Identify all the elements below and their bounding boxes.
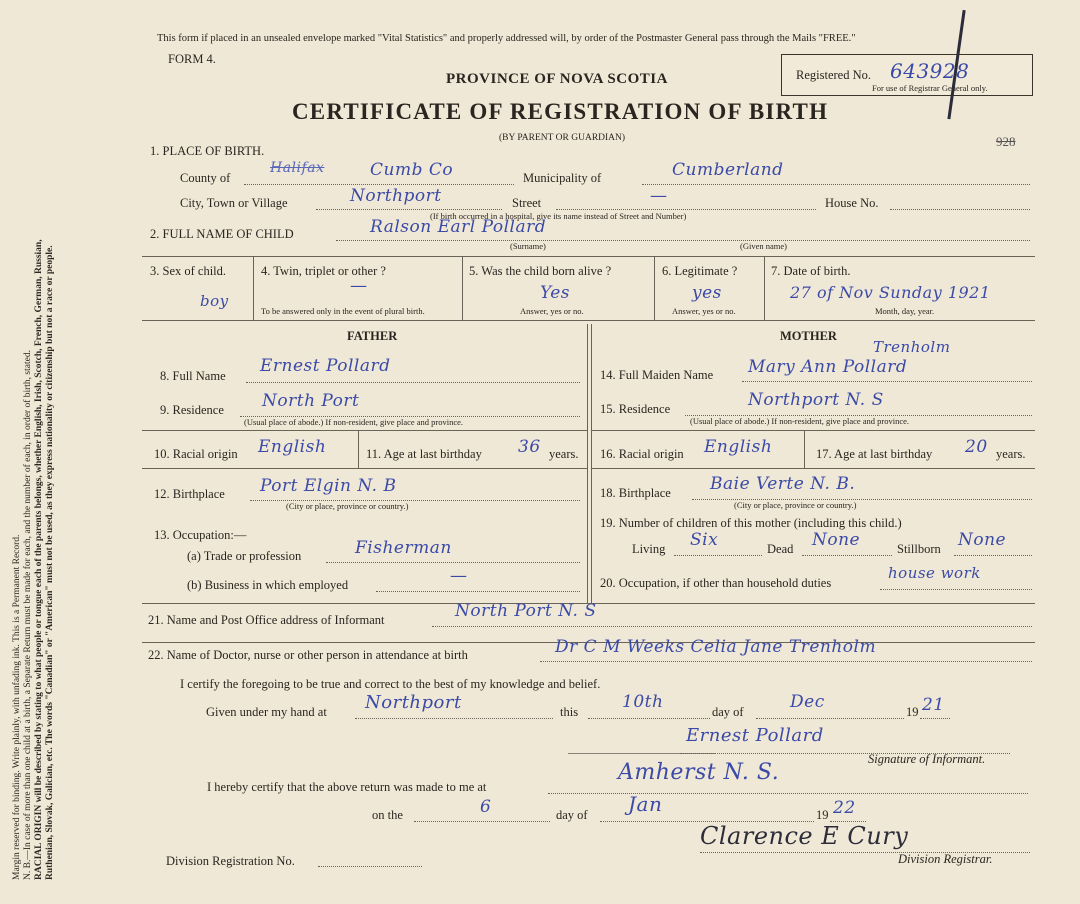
registration-box (781, 54, 1033, 96)
mother-years: years. (996, 447, 1026, 461)
mother-maiden-correction: Trenholm (873, 338, 951, 356)
registered-label: Registered No. (796, 68, 871, 82)
father-years: years. (549, 447, 579, 461)
mother-residence-note: (Usual place of abode.) If non-resident, give place and province. (690, 416, 910, 426)
legitimate-label: 6. Legitimate ? (662, 264, 738, 278)
stillborn-label: Stillborn (897, 542, 941, 556)
doctor-label: 22. Name of Doctor, nurse or other person in attendance at birth (148, 648, 468, 662)
registrar-month-value: Jan (628, 792, 663, 816)
informant-value: North Port N. S (455, 601, 597, 621)
registrar-place-value: Amherst N. S. (618, 760, 780, 785)
father-birthplace-value: Port Elgin N. B (260, 476, 397, 496)
stillborn-value: None (958, 530, 1007, 550)
municipality-value: Cumberland (672, 160, 784, 180)
page-title: CERTIFICATE OF REGISTRATION OF BIRTH (292, 99, 829, 124)
county-struck: Halifax (270, 160, 325, 176)
margin-line-4: Ruthenian, Slovak, Galician, etc. The words "Canadian" or "American" must not be used, as they express nationality or citizenship but not a race or people. (45, 245, 55, 880)
father-age-label: 11. Age at last birthday (366, 447, 482, 461)
surname-caption: (Surname) (510, 241, 546, 251)
dead-value: None (812, 530, 861, 550)
father-name-label: 8. Full Name (160, 369, 226, 383)
mail-notice: This form if placed in an unsealed envelope marked "Vital Statistics" and properly addressed will, by order of the Postmaster General pass through the Mails "FREE." (157, 33, 856, 44)
living-label: Living (632, 542, 666, 556)
mother-racial-label: 16. Racial origin (600, 447, 684, 461)
corner-number: 928 (996, 134, 1016, 149)
mother-occupation-label: 20. Occupation, if other than household duties (600, 576, 832, 590)
father-age-value: 36 (518, 437, 541, 457)
father-racial-label: 10. Racial origin (154, 447, 238, 461)
municipality-label: Municipality of (523, 171, 602, 185)
margin-line-3: RACIAL ORIGIN will be described by stating to what people or tongue each of the parents belongs, whether English, Irish, Scotch, French, German, Russian, (34, 239, 44, 880)
certification-statement: I certify the foregoing to be true and correct to the best of my knowledge and belief. (180, 677, 601, 691)
mother-residence-value: Northport N. S (748, 390, 884, 410)
house-label: House No. (825, 196, 879, 210)
twin-label: 4. Twin, triplet or other ? (261, 264, 386, 278)
registrar-year-prefix: 19 (816, 808, 829, 822)
child-name-label: 2. FULL NAME OF CHILD (150, 227, 294, 241)
county-value: Cumb Co (370, 160, 454, 180)
father-residence-label: 9. Residence (160, 403, 224, 417)
sex-value: boy (200, 292, 229, 310)
mother-birthplace-label: 18. Birthplace (600, 486, 671, 500)
given-place-value: Northport (365, 692, 462, 713)
father-residence-note: (Usual place of abode.) If non-resident, give place and province. (244, 417, 464, 427)
registrar-statement: I hereby certify that the above return was made to me at (207, 780, 487, 794)
province-heading: PROVINCE OF NOVA SCOTIA (446, 71, 668, 87)
certification-year-value: 21 (922, 695, 945, 715)
registrar-signature-caption: Division Registrar. (898, 852, 993, 866)
street-label: Street (512, 196, 542, 210)
street-value: — (650, 186, 668, 206)
certification-year-prefix: 19 (906, 705, 919, 719)
certification-day-of-label: day of (712, 705, 744, 719)
county-label: County of (180, 171, 231, 185)
mother-birthplace-value: Baie Verte N. B. (710, 474, 856, 494)
father-business-value: — (450, 566, 468, 586)
father-birthplace-note: (City or place, province or country.) (286, 501, 409, 511)
margin-line-1: Margin reserved for binding. Write plainly, with unfading ink. This is a Permanent Record. (12, 534, 22, 880)
registrar-day-of-label: day of (556, 808, 588, 822)
father-name-value: Ernest Pollard (260, 356, 391, 376)
father-occupation-label: 13. Occupation:— (154, 528, 247, 542)
registrar-day-value: 6 (480, 797, 492, 817)
registrar-use-note: For use of Registrar General only. (872, 83, 988, 93)
mother-age-value: 20 (965, 437, 988, 457)
mother-racial-value: English (704, 437, 773, 457)
doctor-value: Dr C M Weeks Celia Jane Trenholm (555, 637, 877, 657)
alive-label: 5. Was the child born alive ? (469, 264, 612, 278)
mother-birthplace-note: (City or place, province or country.) (734, 500, 857, 510)
date-of-birth-value: 27 of Nov Sunday 1921 (790, 283, 991, 302)
registrar-year-value: 22 (833, 798, 856, 818)
informant-signature-caption: Signature of Informant. (868, 752, 986, 766)
alive-note: Answer, yes or no. (520, 306, 584, 316)
father-heading: FATHER (347, 329, 398, 343)
alive-value: Yes (540, 283, 571, 303)
registrar-signature: Clarence E Cury (700, 822, 909, 850)
registered-number: 643928 (890, 59, 970, 83)
mother-occupation-value: house work (888, 564, 981, 582)
division-registration-label: Division Registration No. (166, 854, 295, 868)
this-label: this (560, 705, 579, 719)
informant-signature: Ernest Pollard (686, 725, 824, 746)
given-name-caption: (Given name) (740, 241, 787, 251)
twin-note: To be answered only in the event of plural birth. (261, 306, 425, 316)
city-value: Northport (350, 186, 442, 206)
certification-day-value: 10th (622, 692, 664, 712)
on-the-label: on the (372, 808, 403, 822)
father-trade-label: (a) Trade or profession (187, 549, 302, 563)
city-label: City, Town or Village (180, 196, 288, 210)
hospital-note: (If birth occurred in a hospital, give its name instead of Street and Number) (430, 211, 687, 221)
father-trade-value: Fisherman (355, 538, 452, 558)
children-count-label: 19. Number of children of this mother (including this child.) (600, 516, 902, 530)
child-name-value: Ralson Earl Pollard (370, 217, 547, 237)
mother-age-label: 17. Age at last birthday (816, 447, 933, 461)
mother-maiden-value: Mary Ann Pollard (748, 357, 908, 377)
mother-residence-label: 15. Residence (600, 402, 671, 416)
legitimate-note: Answer, yes or no. (672, 306, 736, 316)
margin-instructions (12, 0, 56, 880)
father-business-label: (b) Business in which employed (187, 578, 349, 592)
form-number: FORM 4. (168, 52, 216, 66)
place-of-birth-label: 1. PLACE OF BIRTH. (150, 144, 265, 158)
given-under-label: Given under my hand at (206, 705, 327, 719)
page-subtitle: (BY PARENT OR GUARDIAN) (499, 133, 626, 143)
mother-heading: MOTHER (780, 329, 837, 343)
margin-line-2: N. B.—In case of more than one child at a birth, a Separate Return must be made for each, and the number of each, in order of birth, stated. (23, 350, 33, 880)
informant-label: 21. Name and Post Office address of Informant (148, 613, 385, 627)
father-residence-value: North Port (262, 391, 360, 411)
date-of-birth-label: 7. Date of birth. (771, 264, 851, 278)
legitimate-value: yes (692, 283, 722, 303)
certification-month-value: Dec (790, 692, 825, 712)
dead-label: Dead (767, 542, 794, 556)
date-of-birth-note: Month, day, year. (875, 306, 935, 316)
father-birthplace-label: 12. Birthplace (154, 487, 225, 501)
father-racial-value: English (258, 437, 327, 457)
living-value: Six (690, 530, 719, 550)
twin-value: — (350, 276, 368, 296)
mother-maiden-label: 14. Full Maiden Name (600, 368, 714, 382)
sex-label: 3. Sex of child. (150, 264, 227, 278)
